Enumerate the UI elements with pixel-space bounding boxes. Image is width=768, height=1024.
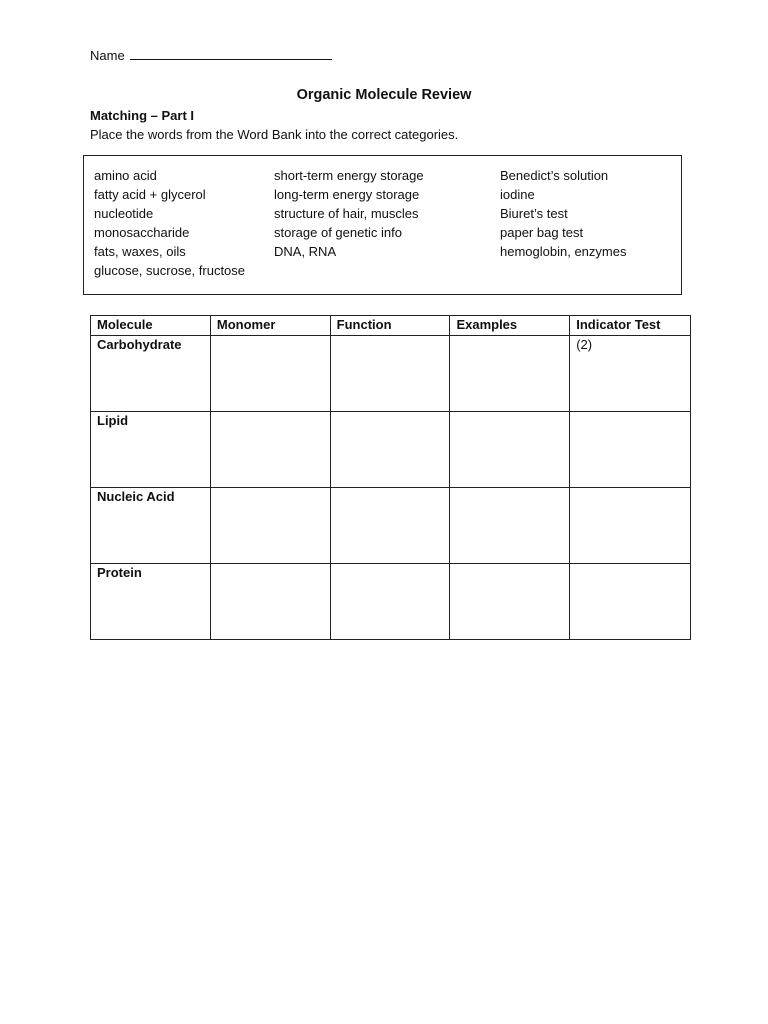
name-field xyxy=(90,47,332,63)
molecule-cell: Lipid xyxy=(91,412,211,488)
page-title: Organic Molecule Review xyxy=(296,87,472,103)
monomer-cell[interactable] xyxy=(210,336,330,412)
word-bank-item: long-term energy storage xyxy=(274,187,420,202)
header-molecule: Molecule xyxy=(91,316,211,336)
word-bank-item: Benedict’s solution xyxy=(500,168,609,183)
molecule-cell: Protein xyxy=(91,564,211,640)
molecule-cell: Carbohydrate xyxy=(91,336,211,412)
word-bank-item: hemoglobin, enzymes xyxy=(500,244,627,259)
table-row xyxy=(91,488,691,564)
function-cell[interactable] xyxy=(330,488,450,564)
word-bank-item: short-term energy storage xyxy=(274,168,424,183)
word-bank-column-3 xyxy=(500,166,626,261)
examples-cell[interactable] xyxy=(450,412,570,488)
indicator-test-cell[interactable] xyxy=(570,412,691,488)
indicator-test-cell[interactable] xyxy=(570,488,691,564)
function-cell[interactable] xyxy=(330,412,450,488)
table-row xyxy=(91,564,691,640)
word-bank-item: nucleotide xyxy=(94,206,154,221)
monomer-cell[interactable] xyxy=(210,564,330,640)
header-function: Function xyxy=(330,316,450,336)
word-bank-item: paper bag test xyxy=(500,225,584,240)
word-bank-item: amino acid xyxy=(94,168,157,183)
name-label: Name xyxy=(90,48,125,63)
header-monomer: Monomer xyxy=(210,316,330,336)
monomer-cell[interactable] xyxy=(210,412,330,488)
name-blank-line[interactable] xyxy=(130,47,332,60)
function-cell[interactable] xyxy=(330,564,450,640)
word-bank-item: fats, waxes, oils xyxy=(94,244,186,259)
table-row xyxy=(91,336,691,412)
examples-cell[interactable] xyxy=(450,336,570,412)
word-bank-item: glucose, sucrose, fructose xyxy=(94,263,246,278)
word-bank-item: fatty acid + glycerol xyxy=(94,187,206,202)
word-bank-item: DNA, RNA xyxy=(274,244,337,259)
function-cell[interactable] xyxy=(330,336,450,412)
indicator-test-cell[interactable] xyxy=(570,564,691,640)
header-indicator-test: Indicator Test xyxy=(570,316,691,336)
header-examples: Examples xyxy=(450,316,570,336)
monomer-cell[interactable] xyxy=(210,488,330,564)
examples-cell[interactable] xyxy=(450,564,570,640)
word-bank-item: storage of genetic info xyxy=(274,225,402,240)
word-bank-item: Biuret’s test xyxy=(500,206,568,221)
word-bank-column-1 xyxy=(94,166,245,280)
word-bank-column-2 xyxy=(274,166,424,261)
word-bank-item: monosaccharide xyxy=(94,225,190,240)
examples-cell[interactable] xyxy=(450,488,570,564)
table-row xyxy=(91,412,691,488)
word-bank-item: structure of hair, muscles xyxy=(274,206,419,221)
section-heading: Matching – Part I xyxy=(90,108,195,123)
molecule-table xyxy=(90,315,691,640)
indicator-test-cell[interactable]: (2) xyxy=(570,336,691,412)
word-bank-box xyxy=(83,155,682,295)
instructions-text: Place the words from the Word Bank into the correct categories. xyxy=(90,127,459,142)
molecule-cell: Nucleic Acid xyxy=(91,488,211,564)
word-bank-item: iodine xyxy=(500,187,535,202)
table-header-row xyxy=(91,316,691,336)
